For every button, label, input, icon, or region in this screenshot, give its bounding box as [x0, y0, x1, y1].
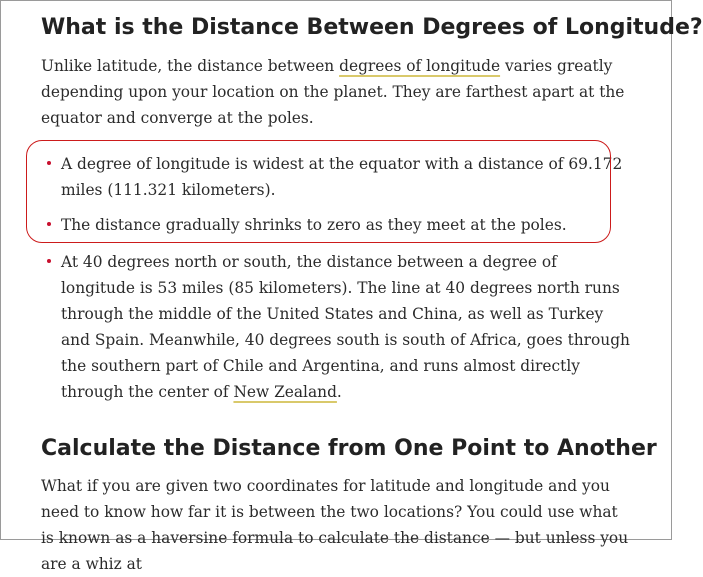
bullet3-text-before: At 40 degrees north or south, the distance between a degree of longitude is 53 miles (85 kilometers). The line at 40 degrees north runs through the middle of the United States and China, as well as Turkey and Spain. Meanwhile, 40 degrees south is south of Africa, goes through the southern part of Chile and Argentina, and runs almost directly through the center of: [61, 253, 630, 401]
highlight-box-annotation: [26, 140, 611, 243]
bullet-dot-icon: [47, 259, 51, 263]
calculate-paragraph: What if you are given two coordinates for latitude and longitude and you need to know how far it is between the two locations? You could use what is known as a haversine formula to calculate the distance — but unless you are a whiz at: [41, 477, 629, 573]
intro-paragraph: [41, 53, 631, 131]
intro-text-after: varies greatly depending upon your location on the planet. They are farthest apart at the equator and converge at the poles.: [41, 57, 625, 127]
bullet3-text-after: .: [336, 383, 342, 401]
intro-text-before: Unlike latitude, the distance between: [41, 57, 340, 75]
heading-longitude-distance: What is the Distance Between Degrees of Longitude?: [41, 15, 703, 40]
degrees-of-longitude-link[interactable]: degrees of longitude: [339, 57, 501, 75]
bullet-text: A degree of longitude is widest at the equator with a distance of 69.172 miles (111.321 kilometers).: [61, 155, 623, 199]
heading-calculate-distance: Calculate the Distance from One Point to Another: [41, 436, 657, 461]
bullet-text: The distance gradually shrinks to zero as they meet at the poles.: [61, 216, 567, 234]
new-zealand-link[interactable]: New Zealand: [233, 383, 337, 401]
bullet-item-40-degrees: [61, 249, 631, 405]
